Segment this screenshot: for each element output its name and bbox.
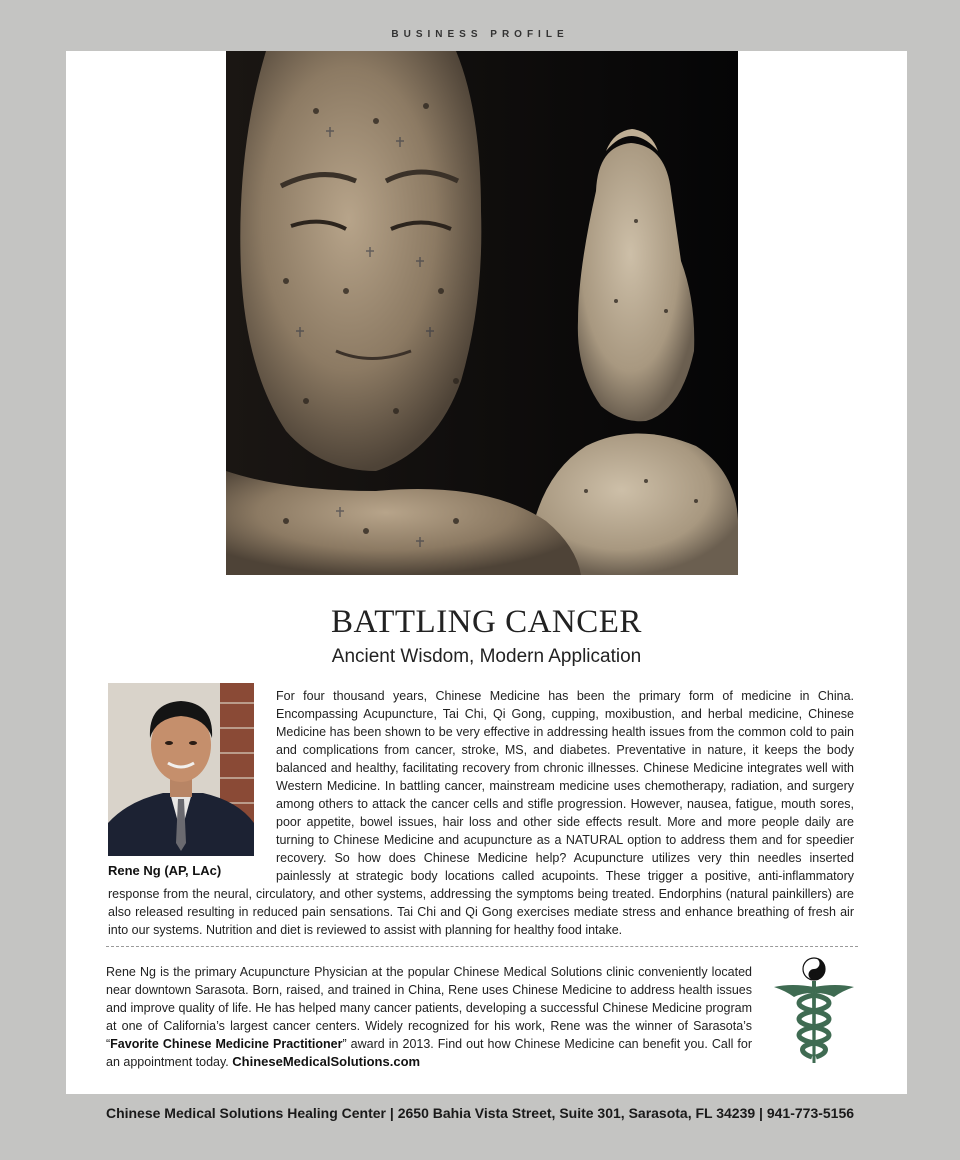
- caduceus-yin-yang-icon: [772, 957, 856, 1067]
- bio-text-before: Rene Ng is the primary Acupuncture Physician at the popular Chinese Medical Solutions clinic conveniently located near downtown Sarasota. Born, raised, and trained in China, Rene uses Chinese Medicine to address health issues and improve quality of life. He has helped many cancer patients, developing a successful Chinese Medicine program at one of California’s largest cancer centers. Widely recognized for his work, Rene was the winner of Sarasota’s “: [106, 965, 752, 1051]
- bio-text-after: ” award in 2013. Find out how Chinese Medicine can benefit you. Call for an appointment today.: [106, 1037, 752, 1069]
- footer-contact: Chinese Medical Solutions Healing Center | 2650 Bahia Vista Street, Suite 301, Sarasota, FL 34239 | 941-773-5156: [105, 1105, 855, 1121]
- profile-panel: [66, 51, 907, 1094]
- article-body: [108, 687, 854, 939]
- portrait-spacer: [108, 687, 276, 883]
- hero-photo: [226, 51, 738, 575]
- section-label: BUSINESS PROFILE: [391, 29, 569, 40]
- acupuncture-statues-illustration: [226, 51, 738, 575]
- article-title: BATTLING CANCER: [331, 604, 642, 640]
- portrait-caption: Rene Ng (AP, LAc): [108, 863, 222, 878]
- article-text: For four thousand years, Chinese Medicine has been the primary form of medicine in China. Encompassing Acupuncture, Tai Chi, Qi Gong, cupping, moxibustion, and herbal medicine, Chinese Medicine has been shown to be very effective in addressing health issues from the common cold to pain and complications from cancer, stroke, MS, and diabetes. Preventative in nature, it keeps the body balanced and healthy, facilitating recovery from chronic illnesses. Chinese Medicine integrates well with Western Medicine. In battling cancer, mainstream medicine uses chemotherapy, radiation, and surgery among others to attack the cancer cells and stifle progression. However, nausea, fatigue, mouth sores, poor appetite, bowel issues, hair loss and other side effects result. More and more people daily are turning to Chinese Medicine and acupuncture as a NATURAL option to address them and for speedier recovery. So how does Chinese Medicine help? Acupuncture utilizes very thin needles inserted painlessly at strategic body locations called acupoints. These trigger a positive, anti-inflammatory response from the neural, circulatory, and other systems, addressing the symptoms being treated. Endorphins (natural painkillers) are also released resulting in reduced pain sensations. Tai Chi and Qi Gong exercises mediate stress and enhance breathing of fresh air into our systems. Nutrition and diet is reviewed to assist with planning for healthy food intake.: [108, 689, 854, 937]
- article-subtitle: Ancient Wisdom, Modern Application: [331, 646, 642, 667]
- award-name: Favorite Chinese Medicine Practitioner: [110, 1037, 343, 1051]
- website-link[interactable]: ChineseMedicalSolutions.com: [232, 1054, 421, 1069]
- section-divider: [106, 946, 858, 947]
- bio-paragraph: [106, 963, 752, 1071]
